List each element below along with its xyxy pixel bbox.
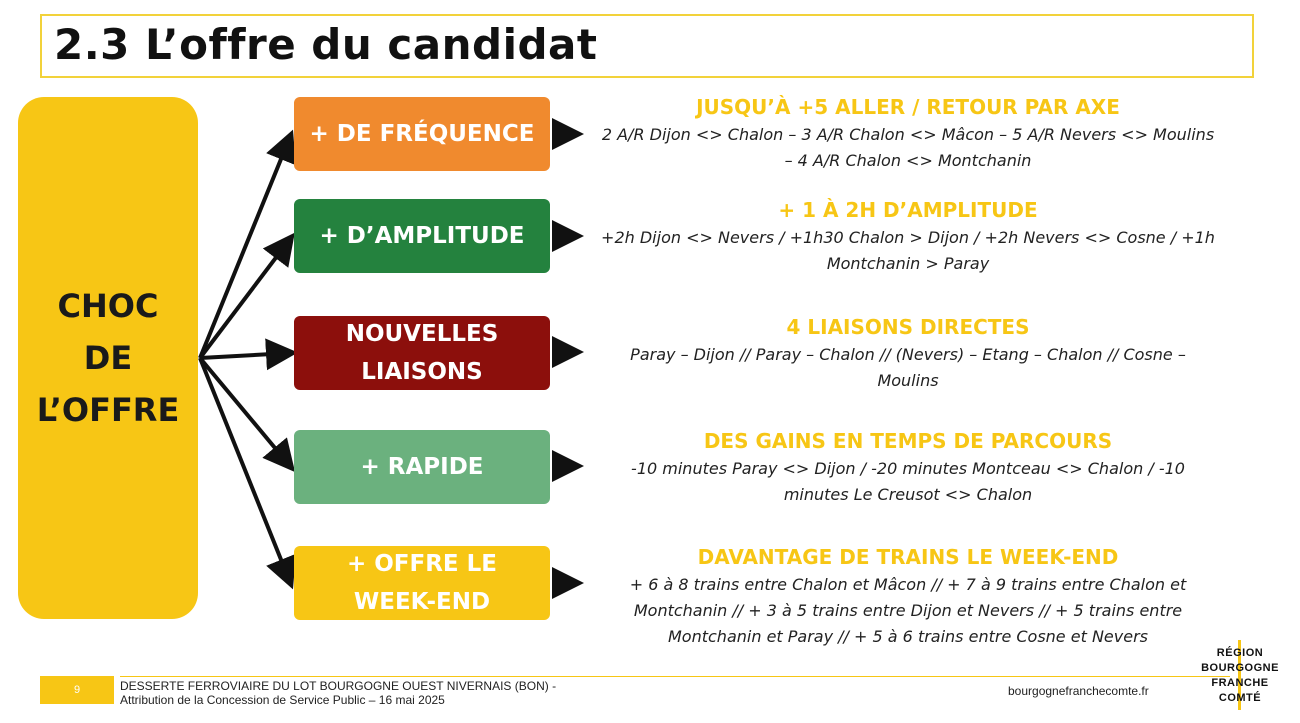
footer-url: bourgognefranchecomte.fr	[1008, 684, 1149, 698]
detail-heading-liaisons: 4 LIAISONS DIRECTES	[786, 315, 1030, 339]
detail-heading-weekend: DAVANTAGE DE TRAINS LE WEEK-END	[697, 545, 1119, 569]
detail-text-amplitude: +2h Dijon <> Nevers / +1h30 Chalon > Dijon / +2h Nevers <> Cosne / +1h Montchanin > Paray	[601, 228, 1215, 273]
offer-label-weekend: + OFFRE LE WEEK-END	[346, 551, 498, 615]
arrow-to-liaisons	[200, 353, 290, 358]
arrow-to-amplitude	[200, 239, 290, 358]
offer-box-frequence	[294, 97, 550, 171]
detail-block-frequence	[600, 94, 1216, 174]
detail-heading-rapide: DES GAINS EN TEMPS DE PARCOURS	[703, 429, 1113, 453]
offer-box-liaisons	[294, 316, 550, 390]
region-logo: RÉGION BOURGOGNE FRANCHE COMTÉ	[1201, 647, 1279, 704]
detail-heading-amplitude: + 1 À 2H D’AMPLITUDE	[778, 198, 1038, 222]
offer-box-amplitude	[294, 199, 550, 273]
page-number: 9	[73, 684, 81, 696]
arrow-to-frequence	[200, 137, 290, 358]
page-number-badge	[40, 676, 114, 704]
detail-block-rapide	[600, 428, 1216, 508]
arrow-to-weekend	[200, 358, 290, 582]
arrow-to-rapide	[200, 358, 290, 466]
detail-text-rapide: -10 minutes Paray <> Dijon / -20 minutes Montceau <> Chalon / -10 minutes Le Creusot <> Chalon	[631, 459, 1185, 504]
central-choc-label: CHOC DE L’OFFRE	[36, 287, 180, 429]
offer-label-liaisons: NOUVELLES LIAISONS	[345, 321, 499, 385]
detail-text-frequence: 2 A/R Dijon <> Chalon – 3 A/R Chalon <> Mâcon – 5 A/R Nevers <> Moulins – 4 A/R Chalon <> Montchanin	[601, 125, 1215, 170]
detail-block-liaisons	[600, 314, 1216, 394]
offer-label-frequence: + DE FRÉQUENCE	[309, 121, 535, 147]
detail-block-amplitude	[600, 197, 1216, 277]
footer-line-2: Attribution de la Concession de Service Public – 16 mai 2025	[120, 693, 445, 707]
offer-box-rapide	[294, 430, 550, 504]
detail-text-liaisons: Paray – Dijon // Paray – Chalon // (Nevers) – Etang – Chalon // Cosne – Moulins	[630, 345, 1186, 390]
footer-caption	[120, 679, 556, 707]
page-title: 2.3 L’offre du candidat	[54, 20, 598, 69]
detail-block-weekend	[600, 544, 1216, 650]
offer-box-weekend	[294, 546, 550, 620]
offer-label-amplitude: + D’AMPLITUDE	[319, 223, 525, 249]
detail-heading-frequence: JUSQU’À +5 ALLER / RETOUR PAR AXE	[696, 95, 1120, 119]
offer-label-rapide: + RAPIDE	[360, 454, 484, 480]
detail-text-weekend: + 6 à 8 trains entre Chalon et Mâcon // + 7 à 9 trains entre Chalon et Montchanin // + 3 à 5 trains entre Dijon et Nevers // + 5 trains entre Montchanin et Paray // + 5 à 6 trains entre Cosne et Nevers	[629, 575, 1187, 646]
footer-divider	[120, 676, 1230, 677]
footer-line-1: DESSERTE FERROVIAIRE DU LOT BOURGOGNE OUEST NIVERNAIS (BON) -	[120, 679, 557, 693]
